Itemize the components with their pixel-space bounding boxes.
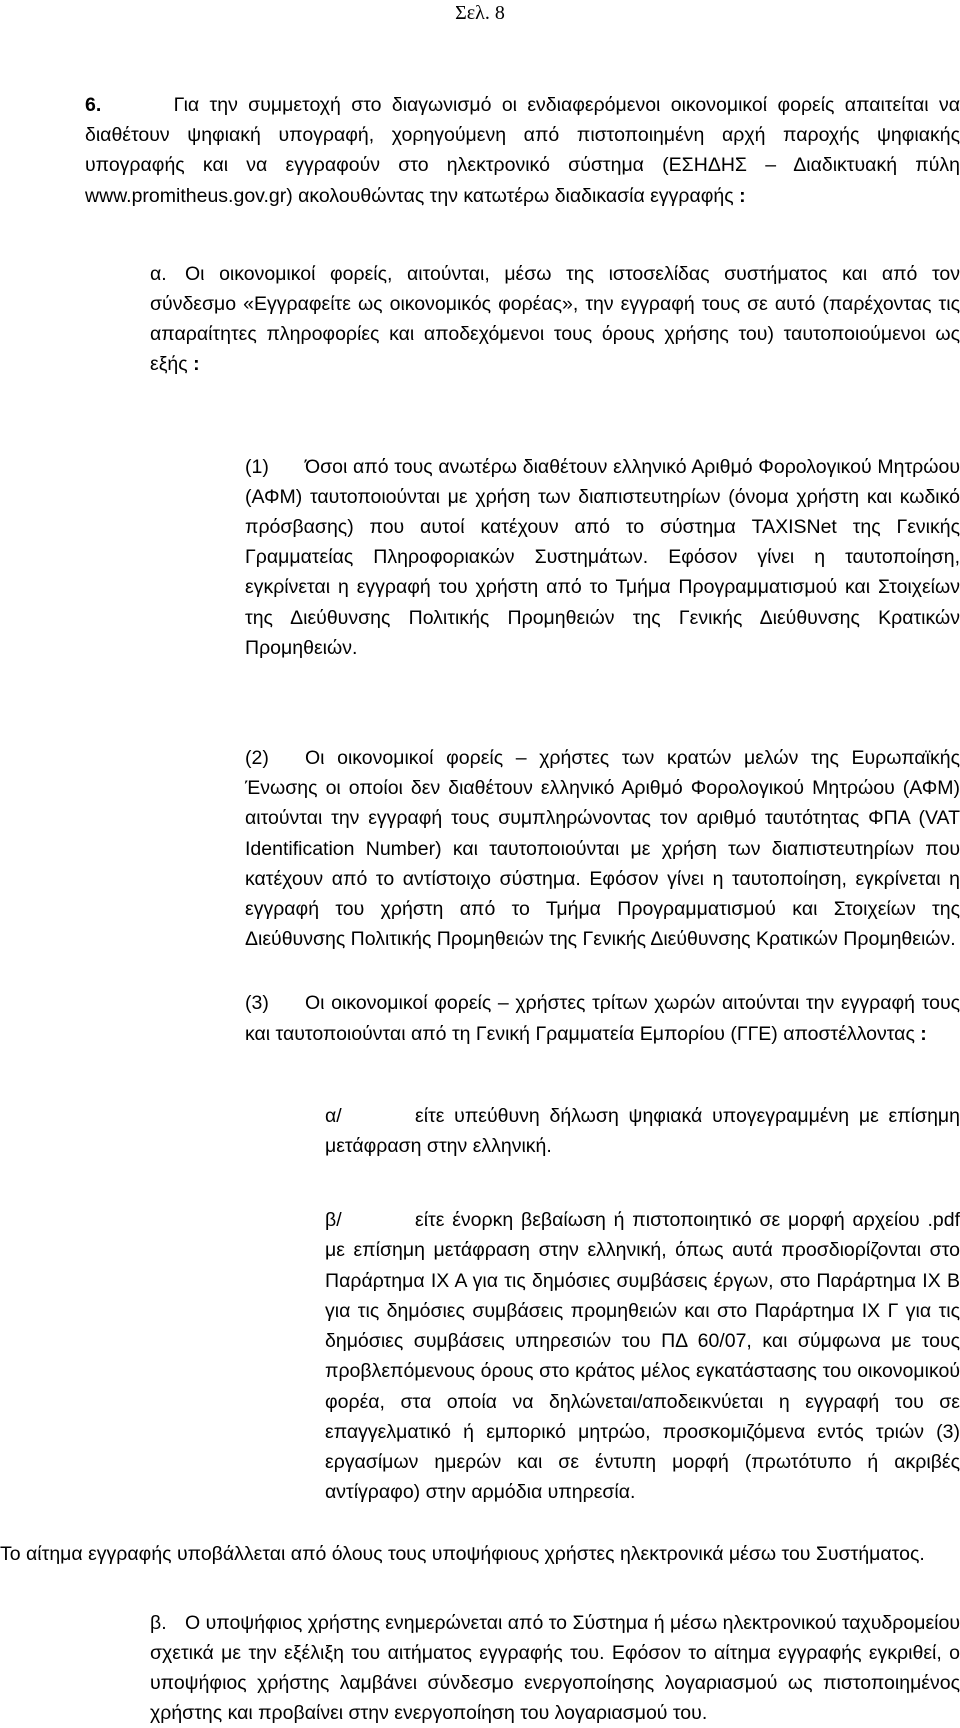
item-1-marker: (1) [245, 455, 269, 478]
section-6-number: 6. [85, 94, 102, 116]
sub-b-text: είτε ένορκη βεβαίωση ή πιστοποιητικό σε μορφή αρχείου .pdf με επίσημη μετάφραση στην ελληνική, όπως αυτά προσδιορίζονται στο Παράρτημα ΙΧ Α για τις δημόσιες συμβάσεις έργων, στο Παράρτημα ΙΧ Β για τις δημόσιες συμβάσεις προμηθειών και στο Παράρτημα ΙΧ Γ για τις δημόσιες συμβάσεις υπηρεσιών του ΠΔ 60/07, και σύμφωνα με τους προβλεπόμενους όρους στο κράτος μέλος εγκατάστασης του οικονομικού φορέα, στα οποία να δηλώνεται/αποδεικνύεται η εγγραφή του σε επαγγελματικό ή εμπορικό μητρώο, προσκομιζόμενα εντός τριών (3) εργασίμων ημερών και σε έντυπη μορφή (πρωτότυπο ή ακριβές αντίγραφο) στην αρμόδια υπηρεσία. [325, 1209, 960, 1504]
item-3-colon: : [920, 1022, 927, 1045]
page-number: Σελ. 8 [455, 2, 505, 24]
item-b-marker: β. [150, 1611, 167, 1634]
item-3-paragraph [0, 988, 960, 1048]
section-6-paragraph [0, 90, 960, 211]
section-6-colon: : [739, 184, 746, 207]
sub-b-paragraph [0, 1205, 960, 1507]
item-a-paragraph [0, 259, 960, 380]
sub-a-paragraph [0, 1101, 960, 1161]
item-a-colon: : [193, 353, 200, 376]
item-b-paragraph [0, 1608, 960, 1728]
item-3-marker: (3) [245, 992, 269, 1015]
sub-b-marker: β/ [325, 1209, 342, 1232]
item-1-text: Όσοι από τους ανωτέρω διαθέτουν ελληνικό Αριθμό Φορολογικού Μητρώου (ΑΦΜ) ταυτοποιούνται με χρήση των διαπιστευτηρίων (όνομα χρήστη και κωδικό πρόσβασης) που αυτοί κατέχουν από το σύστημα TAXISNet της Γενικής Γραμματείας Πληροφοριακών Συστημάτων. Εφόσον γίνει η ταυτοποίηση, εγκρίνεται η εγγραφή του χρήστη από το Τμήμα Προγραμματισμού και Στοιχείων της Διεύθυνσης Πολιτικής Προμηθειών της Γενικής Διεύθυνσης Κρατικών Προμηθειών. [245, 455, 960, 659]
submission-note-paragraph: Το αίτημα εγγραφής υποβάλλεται από όλους τους υποψήφιους χρήστες ηλεκτρονικά μέσω του Συστήματος. [0, 1543, 925, 1566]
section-6-text: Για την συμμετοχή στο διαγωνισμό οι ενδιαφερόμενοι οικονομικοί φορείς απαιτείται να διαθέτουν ψηφιακή υπογραφή, χορηγούμενη από πιστοποιημένη αρχή παροχής ψηφιακής υπογραφής και να εγγραφούν στο ηλεκτρονικό σύστημα (ΕΣΗΔΗΣ – Διαδικτυακή πύλη www.promitheus.gov.gr) ακολουθώντας την κατωτέρω διαδικασία εγγραφής [85, 94, 960, 207]
item-a-marker: α. [150, 262, 167, 285]
item-3-text: Οι οικονομικοί φορείς – χρήστες τρίτων χωρών αιτούνται την εγγραφή τους και ταυτοποιούνται από τη Γενική Γραμματεία Εμπορίου (ΓΓΕ) αποστέλλοντας [245, 992, 960, 1045]
item-2-text: Οι οικονομικοί φορείς – χρήστες των κρατών μελών της Ευρωπαϊκής Ένωσης οι οποίοι δεν διαθέτουν ελληνικό Αριθμό Φορολογικού Μητρώου (ΑΦΜ) αιτούνται την εγγραφή τους συμπληρώνοντας τον αριθμό ταυτότητας ΦΠΑ (VAT Identification Number) και ταυτοποιούνται με χρήση των διαπιστευτηρίων που κατέχουν από το αντίστοιχο σύστημα. Εφόσον γίνει η ταυτοποίηση, εγκρίνεται η εγγραφή του χρήστη από το Τμήμα Προγραμματισμού και Στοιχείων της Διεύθυνσης Πολιτικής Προμηθειών της Γενικής Διεύθυνσης Κρατικών Προμηθειών. [245, 747, 960, 951]
item-a-text: Οι οικονομικοί φορείς, αιτούνται, μέσω της ιστοσελίδας συστήματος και από τον σύνδεσμο «Εγγραφείτε ως οικονομικός φορέας», την εγγραφή τους σε αυτό (παρέχοντας τις απαραίτητες πληροφορίες και αποδεχόμενοι τους όρους χρήσης του) ταυτοποιούμενοι ως εξής [150, 262, 960, 376]
item-2-paragraph [0, 743, 960, 954]
item-1-paragraph [0, 452, 960, 663]
document-body [0, 90, 960, 1728]
sub-a-text: είτε υπεύθυνη δήλωση ψηφιακά υπογεγραμμένη με επίσημη μετάφραση στην ελληνική. [325, 1104, 960, 1158]
item-2-marker: (2) [245, 747, 269, 770]
sub-a-marker: α/ [325, 1104, 342, 1127]
item-b-text: Ο υποψήφιος χρήστης ενημερώνεται από το Σύστημα ή μέσω ηλεκτρονικού ταχυδρομείου σχετικά με την εξέλιξη του αιτήματος εγγραφής του. Εφόσον το αίτημα εγγραφής εγκριθεί, ο υποψήφιος χρήστης λαμβάνει σύνδεσμο ενεργοποίησης λογαριασμού ως πιστοποιημένος χρήστης και προβαίνει στην ενεργοποίηση του λογαριασμού του. [150, 1611, 960, 1725]
